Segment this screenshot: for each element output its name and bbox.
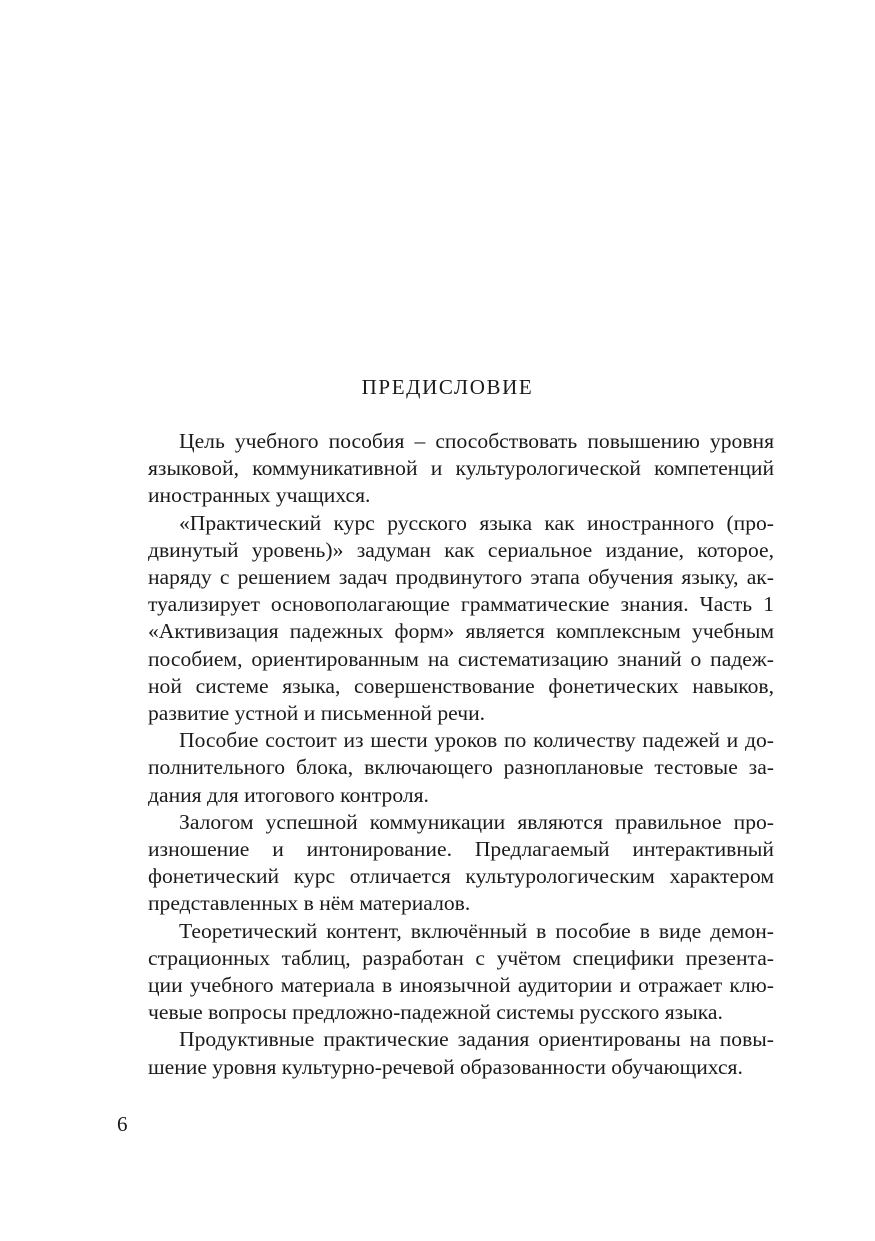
text-line: страционных таблиц, разработан с учётом специфики презента- (148, 945, 774, 970)
text-line: полнительного блока, включающего разноплановые тестовые за- (148, 755, 774, 780)
text-line: наряду с решением задач продвинутого этапа обучения языку, ак- (148, 565, 774, 590)
text-line: Теоретический контент, включённый в пособие в виде демон- (179, 918, 774, 943)
text-line: фонетический курс отличается культурологическим характером (148, 864, 774, 889)
text-line: двинутый уровень)» задуман как сериальное издание, которое, (148, 537, 774, 562)
text-line: развитие устной и письменной речи. (148, 701, 486, 726)
paragraph (117, 809, 774, 918)
text-line: Цель учебного пособия – способствовать повышению уровня (179, 429, 774, 453)
paragraph (117, 1026, 774, 1080)
text-line: шение уровня культурно-речевой образованности обучающихся. (148, 1054, 743, 1079)
page-title: ПРЕДИСЛОВИЕ (361, 375, 534, 399)
text-line: ции учебного материала в иноязычной аудитории и отражает клю- (148, 973, 774, 998)
text-line: дания для итогового контроля. (148, 782, 429, 807)
text-line: языковой, коммуникативной и культурологической компетенций (148, 456, 774, 481)
text-line: представленных в нём материалов. (148, 891, 471, 916)
text-line: Залогом успешной коммуникации являются правильное про- (179, 809, 774, 834)
text-line: «Активизация падежных форм» является комплексным учебным (148, 619, 774, 644)
text-line: ной системе языка, совершенствование фонетических навыков, (148, 673, 774, 698)
paragraph (117, 918, 774, 1027)
text-line: Пособие состоит из шести уроков по количеству падежей и до- (179, 728, 774, 753)
text-line: изношение и интонирование. Предлагаемый интерактивный (148, 837, 774, 862)
text-line: пособием, ориентированным на систематизацию знаний о падеж- (148, 646, 774, 671)
text-line: «Практический курс русского языка как иностранного (про- (179, 510, 774, 535)
text-line: Продуктивные практические задания ориентированы на повы- (179, 1027, 774, 1052)
paragraph (117, 428, 774, 510)
text-line: туализирует основополагающие грамматические знания. Часть 1 (148, 592, 774, 617)
body-text (117, 428, 774, 1081)
paragraph (117, 727, 774, 809)
page-number: 6 (117, 1112, 128, 1136)
text-line: чевые вопросы предложно-падежной системы русского языка. (148, 1000, 723, 1025)
paragraph (117, 510, 774, 728)
text-line: иностранных учащихся. (148, 483, 371, 508)
